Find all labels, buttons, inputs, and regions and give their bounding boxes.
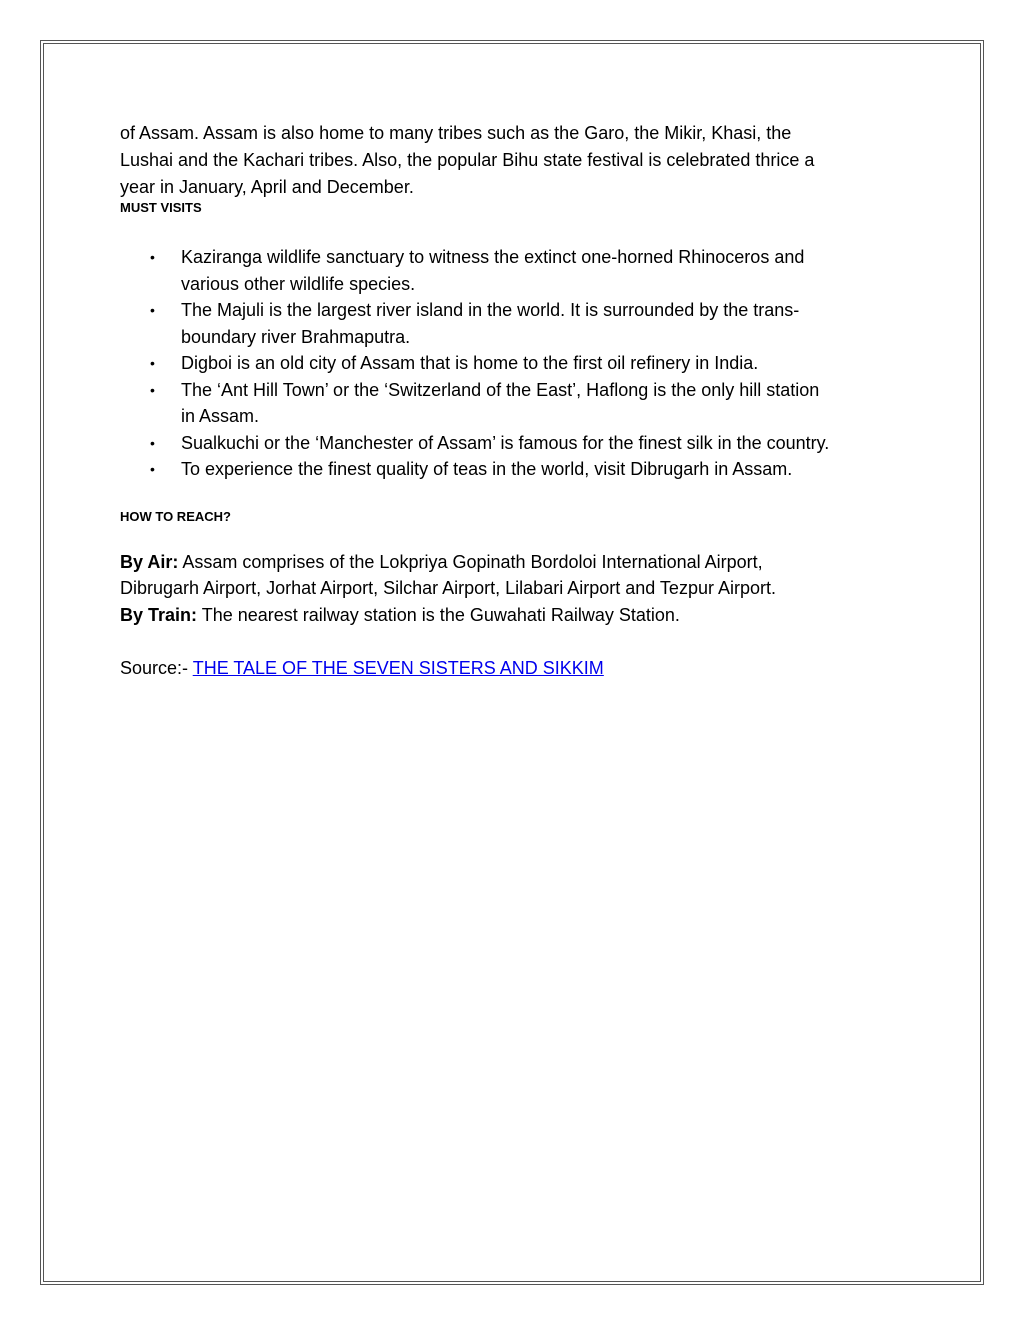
list-item-text: in Assam.: [181, 406, 260, 426]
list-item-text: Sualkuchi or the ‘Manchester of Assam’ is famous for the finest silk in the country.: [181, 432, 830, 453]
bullet-icon: •: [150, 249, 155, 265]
list-item-text: various other wildlife species.: [181, 273, 416, 294]
bullet-icon: •: [150, 461, 155, 477]
source-prefix: Source:-: [120, 658, 193, 678]
list-item: [120, 297, 910, 350]
list-item-text: To experience the finest quality of teas in the world, visit Dibrugarh in Assam.: [181, 459, 793, 479]
list-item: [120, 350, 910, 377]
by-air-label: By Air:: [120, 551, 179, 572]
list-item-text: boundary river Brahmaputra.: [181, 326, 411, 347]
source-line: [120, 655, 910, 681]
list-item-text: Digboi is an old city of Assam that is home to the first oil refinery in India.: [181, 353, 759, 373]
list-item-text: Kaziranga wildlife sanctuary to witness the extinct one-horned Rhinoceros and: [181, 247, 805, 267]
list-item-text: The Majuli is the largest river island in the world. It is surrounded by the trans-: [181, 300, 800, 320]
by-air-text: Assam comprises of the Lokpriya Gopinath Bordoloi International Airport,: [178, 551, 763, 572]
list-item: [120, 456, 910, 483]
intro-line: of Assam. Assam is also home to many tribes such as the Garo, the Mikir, Khasi, the: [120, 123, 792, 143]
by-air-text-continued: Dibrugarh Airport, Jorhat Airport, Silchar Airport, Lilabari Airport and Tezpur Airport.: [120, 578, 776, 598]
bullet-icon: •: [150, 434, 155, 451]
bullet-icon: •: [150, 381, 155, 398]
list-item: [120, 377, 910, 430]
intro-paragraph: [120, 120, 910, 201]
list-item: [120, 430, 910, 457]
bullet-icon: •: [150, 302, 155, 318]
how-to-reach-section: [120, 549, 910, 629]
intro-line: Lushai and the Kachari tribes. Also, the popular Bihu state festival is celebrated thrice a: [120, 150, 815, 170]
by-train-label: By Train:: [120, 604, 198, 625]
bullet-icon: •: [150, 355, 155, 371]
intro-line: year in January, April and December.: [120, 177, 414, 197]
source-link[interactable]: THE TALE OF THE SEVEN SISTERS AND SIKKIM: [192, 658, 604, 678]
how-to-reach-heading: HOW TO REACH?: [120, 508, 231, 524]
list-item-text: The ‘Ant Hill Town’ or the ‘Switzerland of the East’, Haflong is the only hill station: [181, 379, 820, 400]
must-visits-heading: MUST VISITS: [120, 200, 202, 215]
document-body: [120, 120, 910, 681]
must-visits-list: [120, 244, 910, 483]
list-item: [120, 244, 910, 297]
by-train-text: The nearest railway station is the Guwahati Railway Station.: [197, 604, 680, 625]
